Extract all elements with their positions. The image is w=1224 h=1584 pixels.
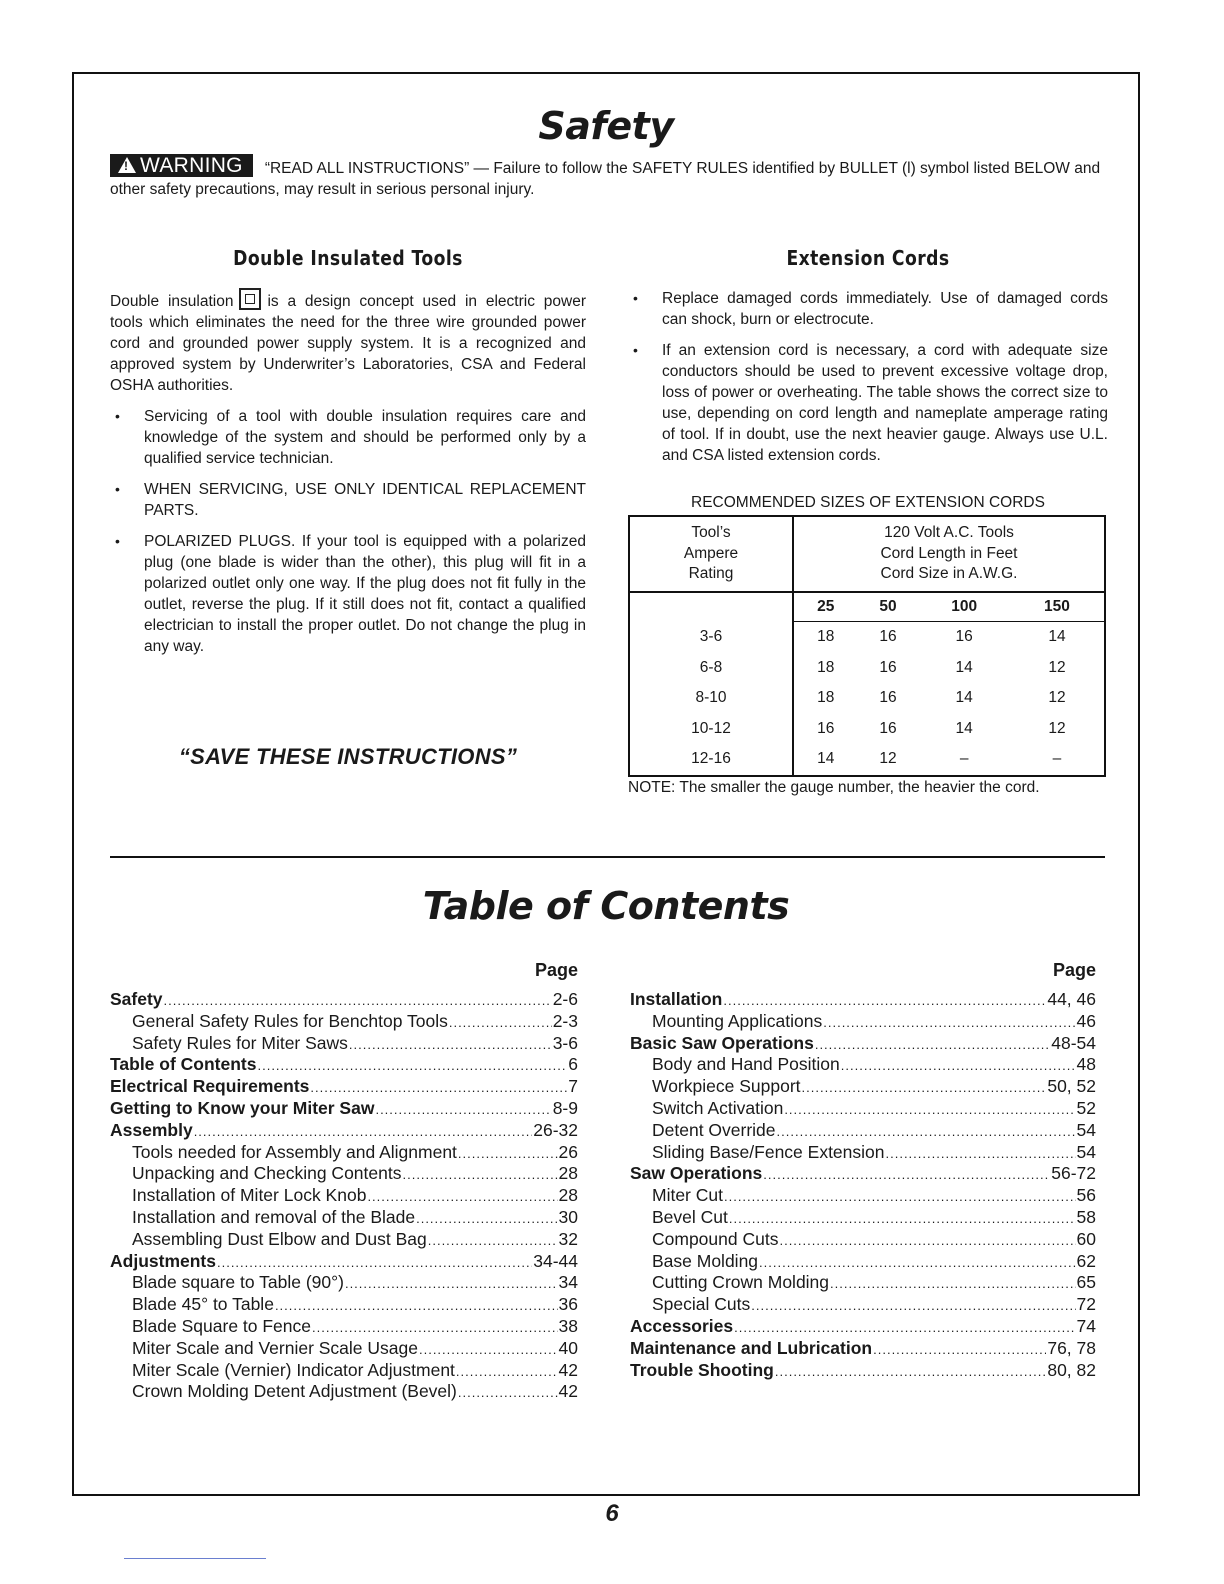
toc-entry-page: 26: [558, 1141, 578, 1162]
bullet-icon: •: [115, 408, 120, 424]
toc-entry-page: 52: [1076, 1097, 1096, 1118]
toc-entry-label: Base Molding: [652, 1250, 759, 1271]
double-insulated-intro: [110, 288, 586, 396]
toc-leader-dots: [830, 1273, 1076, 1295]
toc-entry[interactable]: [110, 1294, 578, 1316]
bullet-item: [628, 340, 1108, 466]
bullet-item: [110, 531, 586, 657]
size-cell: –: [959, 750, 969, 768]
toc-leader-dots: [416, 1208, 557, 1230]
bullet-icon: •: [633, 290, 638, 306]
warning-statement: [110, 154, 1105, 200]
toc-leader-dots: [759, 1252, 1075, 1274]
toc-entry[interactable]: [110, 1381, 578, 1403]
toc-entry[interactable]: [110, 989, 578, 1011]
bullet-text: Servicing of a tool with double insulation requires care and knowledge of the system and should be performed only by a qualified service technician.: [144, 408, 586, 467]
toc-entry-page: 56-72: [1051, 1163, 1096, 1184]
toc-leader-dots: [841, 1055, 1076, 1077]
toc-entry-label: Special Cuts: [652, 1294, 751, 1315]
toc-entry-page: 76, 78: [1047, 1337, 1096, 1358]
size-cell: 12: [879, 750, 897, 768]
warning-label: WARNING: [140, 154, 243, 177]
toc-entry-page: 74: [1076, 1315, 1096, 1336]
size-cell: –: [1052, 750, 1062, 768]
toc-leader-dots: [729, 1208, 1076, 1230]
toc-leader-dots: [310, 1077, 567, 1099]
toc-entry-page: 80, 82: [1047, 1359, 1096, 1380]
toc-leader-dots: [217, 1252, 532, 1274]
toc-entry-label: Basic Saw Operations: [630, 1032, 814, 1053]
toc-entry-page: 48-54: [1051, 1032, 1096, 1053]
toc-entry-label: Installation of Miter Lock Knob: [132, 1185, 367, 1206]
page-frame: [72, 72, 1140, 1496]
toc-entry-label: Blade Square to Fence: [132, 1315, 312, 1336]
toc-entry[interactable]: [110, 1207, 578, 1229]
toc-entry[interactable]: [110, 1185, 578, 1207]
table-row: [629, 744, 1105, 776]
toc-entry-page: 56: [1076, 1185, 1096, 1206]
extension-cord-table: [628, 515, 1106, 777]
toc-leader-dots: [763, 1164, 1050, 1186]
toc-entry-label: Body and Hand Position: [652, 1054, 840, 1075]
table-row: [629, 653, 1105, 684]
toc-right-column: [630, 960, 1096, 1381]
size-cell: 16: [879, 689, 897, 707]
rating-header-line: Tool’s: [691, 524, 731, 542]
toc-entry-label: Blade 45° to Table: [132, 1294, 274, 1315]
toc-leader-dots: [257, 1055, 567, 1077]
toc-entry-label: Electrical Requirements: [110, 1076, 310, 1097]
size-cell: 16: [879, 719, 897, 737]
toc-entry[interactable]: [110, 1360, 578, 1382]
toc-entry-page: 58: [1076, 1206, 1096, 1227]
size-cell: 18: [817, 658, 835, 676]
length-cell: 100: [918, 592, 1009, 622]
toc-leader-dots: [815, 1034, 1050, 1056]
toc-entry[interactable]: [630, 1272, 1096, 1294]
toc-entry[interactable]: [110, 1076, 578, 1098]
bullet-text: Replace damaged cords immediately. Use of damaged cords can shock, burn or electrocute.: [662, 290, 1108, 328]
toc-entry[interactable]: [630, 1142, 1096, 1164]
toc-entry[interactable]: [630, 1360, 1096, 1382]
toc-entry-page: 28: [558, 1185, 578, 1206]
toc-entry[interactable]: [110, 1142, 578, 1164]
toc-entry-label: Crown Molding Detent Adjustment (Bevel): [132, 1381, 457, 1402]
safety-title: Safety: [538, 104, 674, 148]
toc-title: Table of Contents: [422, 884, 790, 928]
toc-leader-dots: [751, 1295, 1075, 1317]
toc-page-header: Page: [534, 960, 578, 980]
toc-entry[interactable]: [110, 1163, 578, 1185]
table-row: [629, 683, 1105, 714]
toc-entry-label: Miter Scale (Vernier) Indicator Adjustment: [132, 1359, 455, 1380]
toc-leader-dots: [458, 1143, 558, 1165]
table-header-row: [629, 516, 1105, 592]
size-cell: 14: [955, 658, 973, 676]
rating-header-line: Ampere: [683, 544, 739, 562]
toc-entry-label: Blade square to Table (90°): [132, 1272, 344, 1293]
toc-entry[interactable]: [630, 1251, 1096, 1273]
toc-entry-label: Workpiece Support: [652, 1076, 801, 1097]
toc-entry-page: 48: [1076, 1054, 1096, 1075]
size-cell: 16: [955, 628, 973, 646]
toc-left-list: [110, 989, 578, 1403]
toc-entry-label: Miter Scale and Vernier Scale Usage: [132, 1337, 418, 1358]
rating-cell: 6-8: [629, 653, 793, 684]
toc-entry[interactable]: [110, 1338, 578, 1360]
toc-entry-label: Tools needed for Assembly and Alignment: [132, 1141, 457, 1162]
size-cell: 14: [817, 750, 835, 768]
toc-entry-label: Mounting Applications: [652, 1010, 823, 1031]
toc-entry-label: Installation and removal of the Blade: [132, 1206, 416, 1227]
double-insulated-section: [110, 246, 586, 667]
rating-empty-cell: [629, 592, 793, 622]
toc-entry-page: 72: [1076, 1294, 1096, 1315]
toc-entry[interactable]: [630, 1294, 1096, 1316]
bullet-text: If an extension cord is necessary, a cord with adequate size conductors should be used to prevent excessive voltage drop, loss of power or overheating. The table shows the correct size to use, depending on cord length and nameplate amperage rating of tool. If in doubt, use the next heavier gauge. Always use U.L. and CSA listed extension cords.: [662, 342, 1108, 464]
toc-entry[interactable]: [630, 1033, 1096, 1055]
toc-entry-page: 38: [558, 1315, 578, 1336]
toc-entry-page: 28: [558, 1163, 578, 1184]
toc-entry[interactable]: [110, 1098, 578, 1120]
toc-entry-label: Safety: [110, 989, 163, 1009]
toc-entry-page: 60: [1076, 1228, 1096, 1249]
toc-entry[interactable]: [110, 1229, 578, 1251]
toc-entry-label: Adjustments: [110, 1250, 216, 1271]
toc-leader-dots: [775, 1361, 1046, 1383]
bullet-item: [628, 288, 1108, 330]
toc-entry-page: 32: [558, 1228, 578, 1249]
toc-leader-dots: [375, 1099, 551, 1121]
toc-left-column: [110, 960, 578, 1403]
toc-leader-dots: [886, 1143, 1076, 1165]
toc-entry-page: 2-6: [552, 989, 578, 1009]
toc-entry-label: Assembly: [110, 1119, 193, 1140]
toc-entry-page: 46: [1076, 1010, 1096, 1031]
toc-entry[interactable]: [630, 1098, 1096, 1120]
toc-entry-page: 34-44: [533, 1250, 578, 1271]
toc-entry-label: Trouble Shooting: [630, 1359, 774, 1380]
rating-header-line: Rating: [688, 565, 734, 583]
bullet-icon: •: [115, 481, 120, 497]
toc-entry[interactable]: [630, 1207, 1096, 1229]
toc-entry[interactable]: [630, 1120, 1096, 1142]
toc-entry-page: 3-6: [552, 1032, 578, 1053]
bullet-text: WHEN SERVICING, USE ONLY IDENTICAL REPLACEMENT PARTS.: [144, 481, 586, 519]
toc-leader-dots: [802, 1077, 1047, 1099]
toc-leader-dots: [724, 1186, 1076, 1208]
toc-leader-dots: [779, 1230, 1075, 1252]
table-note: NOTE: The smaller the gauge number, the heavier the cord.: [628, 778, 1040, 796]
toc-leader-dots: [734, 1317, 1075, 1339]
toc-entry-page: 54: [1076, 1141, 1096, 1162]
bullet-item: [110, 406, 586, 469]
toc-entry[interactable]: [110, 1251, 578, 1273]
volt-header-line: Cord Length in Feet: [880, 544, 1018, 562]
toc-entry-page: 42: [558, 1381, 578, 1402]
size-cell: 16: [879, 658, 897, 676]
toc-entry[interactable]: [110, 1033, 578, 1055]
toc-entry-page: 2-3: [552, 1010, 578, 1031]
toc-entry[interactable]: [110, 1272, 578, 1294]
toc-leader-dots: [419, 1339, 558, 1361]
toc-entry[interactable]: [110, 1054, 578, 1076]
toc-entry-label: Saw Operations: [630, 1163, 763, 1184]
toc-right-list: [630, 989, 1096, 1381]
toc-entry-label: Cutting Crown Molding: [652, 1272, 830, 1293]
double-insulated-heading: Double Insulated Tools: [233, 246, 463, 270]
toc-leader-dots: [784, 1099, 1075, 1121]
save-instructions: “SAVE THESE INSTRUCTIONS”: [178, 744, 518, 769]
toc-entry[interactable]: [630, 1076, 1096, 1098]
size-cell: 12: [1048, 658, 1066, 676]
toc-entry[interactable]: [110, 1316, 578, 1338]
toc-entry-label: Unpacking and Checking Contents: [132, 1163, 402, 1184]
size-cell: 12: [1048, 689, 1066, 707]
toc-entry-page: 42: [558, 1359, 578, 1380]
toc-leader-dots: [194, 1121, 533, 1143]
volt-header-line: 120 Volt A.C. Tools: [884, 524, 1014, 542]
toc-page-header: Page: [1052, 960, 1096, 980]
toc-entry-page: 65: [1076, 1272, 1096, 1293]
toc-leader-dots: [312, 1317, 558, 1339]
section-divider: [110, 856, 1105, 858]
toc-entry-page: 62: [1076, 1250, 1096, 1271]
extension-cords-section: [628, 246, 1108, 797]
volt-header-line: Cord Size in A.W.G.: [880, 565, 1018, 583]
toc-entry-page: 6: [568, 1054, 578, 1075]
toc-entry-page: 26-32: [533, 1119, 578, 1140]
toc-entry[interactable]: [630, 1229, 1096, 1251]
toc-entry[interactable]: [630, 989, 1096, 1011]
toc-leader-dots: [873, 1339, 1046, 1361]
rating-header: [629, 516, 793, 592]
size-cell: 14: [955, 689, 973, 707]
size-cell: 16: [817, 719, 835, 737]
size-cell: 16: [879, 628, 897, 646]
toc-entry-label: Table of Contents: [110, 1054, 257, 1075]
rating-cell: 8-10: [629, 683, 793, 714]
double-insulated-bullets: [110, 406, 586, 657]
toc-leader-dots: [449, 1012, 552, 1034]
toc-entry-page: 8-9: [552, 1097, 578, 1118]
toc-entry-page: 44, 46: [1047, 989, 1096, 1009]
toc-entry[interactable]: [630, 1163, 1096, 1185]
toc-entry-label: Compound Cuts: [652, 1228, 779, 1249]
toc-entry-label: Detent Override: [652, 1119, 776, 1140]
toc-entry-page: 36: [558, 1294, 578, 1315]
toc-entry-page: 50, 52: [1047, 1076, 1096, 1097]
length-cell: 25: [793, 592, 857, 622]
extension-cords-bullets: [628, 288, 1108, 466]
warning-badge: [110, 154, 253, 177]
table-caption: RECOMMENDED SIZES OF EXTENSION CORDS: [691, 494, 1045, 511]
toc-entry-page: 7: [568, 1076, 578, 1097]
extension-cords-heading: Extension Cords: [786, 246, 950, 270]
size-cell: 12: [1048, 719, 1066, 737]
rating-cell: 3-6: [629, 622, 793, 653]
intro-before: Double insulation: [110, 293, 234, 310]
toc-entry[interactable]: [630, 1338, 1096, 1360]
toc-entry[interactable]: [630, 1011, 1096, 1033]
toc-leader-dots: [723, 990, 1046, 1012]
bullet-icon: •: [633, 342, 638, 358]
toc-entry-label: Bevel Cut: [652, 1206, 728, 1227]
toc-entry-label: Installation: [630, 989, 723, 1009]
toc-leader-dots: [428, 1230, 558, 1252]
toc-entry-label: Safety Rules for Miter Saws: [132, 1032, 348, 1053]
toc-entry-label: Accessories: [630, 1315, 734, 1336]
toc-entry-label: Getting to Know your Miter Saw: [110, 1097, 375, 1118]
intro-after: is a design concept used in electric power tools which eliminates the need for the three wire grounded power cord and grounded power supply system. It is a recognized and approved system by Underwriter’s Laboratories, CSA and Federal OSHA authorities.: [110, 293, 586, 394]
table-row: [629, 622, 1105, 653]
toc-entry-page: 30: [558, 1206, 578, 1227]
toc-entry-page: 40: [558, 1337, 578, 1358]
toc-entry[interactable]: [110, 1120, 578, 1142]
toc-leader-dots: [402, 1164, 557, 1186]
toc-entry-label: Sliding Base/Fence Extension: [652, 1141, 885, 1162]
toc-entry-label: Miter Cut: [652, 1185, 723, 1206]
size-cell: 18: [817, 628, 835, 646]
toc-entry-page: 34: [558, 1272, 578, 1293]
toc-entry[interactable]: [630, 1185, 1096, 1207]
length-cell: 150: [1010, 592, 1105, 622]
rating-cell: 12-16: [629, 744, 793, 776]
size-cell: 14: [955, 719, 973, 737]
toc-entry[interactable]: [630, 1316, 1096, 1338]
toc-entry[interactable]: [110, 1011, 578, 1033]
toc-leader-dots: [458, 1382, 558, 1404]
toc-leader-dots: [345, 1273, 558, 1295]
toc-leader-dots: [777, 1121, 1076, 1143]
toc-leader-dots: [164, 990, 552, 1012]
bullet-text: POLARIZED PLUGS. If your tool is equipped with a polarized plug (one blade is wider than the other), this plug will fit in a polarized outlet only one way. If the plug does not fit fully in the outlet, reverse the plug. If it still does not fit, contact a qualified electrician to install the proper outlet. Do not change the plug in any way.: [144, 533, 586, 655]
toc-entry-page: 54: [1076, 1119, 1096, 1140]
toc-leader-dots: [367, 1186, 557, 1208]
rating-cell: 10-12: [629, 714, 793, 745]
bullet-item: [110, 479, 586, 521]
toc-leader-dots: [823, 1012, 1075, 1034]
double-insulation-icon: [239, 288, 261, 310]
toc-entry-label: Maintenance and Lubrication: [630, 1337, 873, 1358]
bullet-icon: •: [115, 533, 120, 549]
warning-triangle-icon: !: [118, 157, 136, 173]
toc-leader-dots: [349, 1034, 552, 1056]
table-row: [629, 714, 1105, 745]
toc-entry[interactable]: [630, 1054, 1096, 1076]
warning-text: “READ ALL INSTRUCTIONS” — Failure to follow the SAFETY RULES identified by BULLET (l) symbol listed BELOW and other safety precautions, may result in serious personal injury.: [110, 160, 1101, 198]
toc-entry-label: General Safety Rules for Benchtop Tools: [132, 1010, 448, 1031]
page-number: 6: [605, 1500, 619, 1527]
size-cell: 18: [817, 689, 835, 707]
length-header-row: [629, 592, 1105, 622]
toc-leader-dots: [275, 1295, 558, 1317]
length-cell: 50: [857, 592, 918, 622]
footer-line: [124, 1558, 266, 1559]
volt-header: [793, 516, 1105, 592]
size-cell: 14: [1048, 628, 1066, 646]
toc-entry-label: Assembling Dust Elbow and Dust Bag: [132, 1228, 427, 1249]
toc-leader-dots: [456, 1361, 558, 1383]
toc-entry-label: Switch Activation: [652, 1097, 784, 1118]
